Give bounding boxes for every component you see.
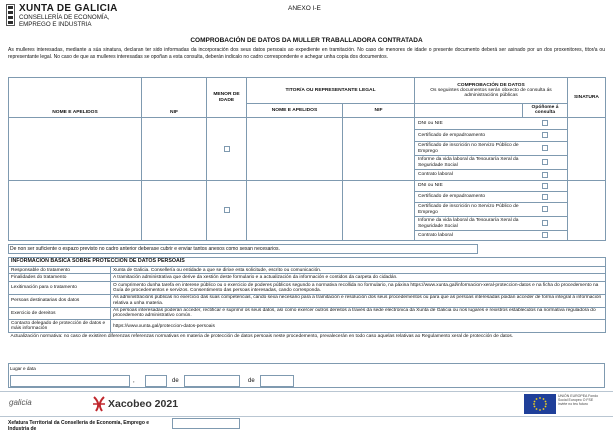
data-protection-table: [8, 257, 606, 340]
minor-checkbox-2[interactable]: [224, 207, 230, 213]
minor-checkbox-1[interactable]: [224, 146, 230, 152]
table-row: [9, 274, 606, 281]
comma-sep: ,: [133, 378, 135, 384]
name-input-2[interactable]: [9, 181, 142, 241]
protection-label: Persoas destinatarias dos datos: [9, 294, 111, 307]
nif-input-2[interactable]: [142, 181, 207, 241]
footer-line-2: Industria de: [8, 426, 37, 432]
col-rep-name: NOME E APELIDOS: [247, 104, 343, 118]
col-check-title: COMPROBACIÓN DE DATOS: [457, 83, 525, 88]
oppose-checkbox[interactable]: [542, 206, 548, 212]
de-sep-1: de: [172, 378, 179, 384]
doc-label: Informe da vida laboral da Tesouraría Xeral da Seguridade Social: [418, 218, 519, 229]
footer-line-1: Xefatura Territorial da Consellería de Economía, Emprego e: [8, 420, 150, 426]
col-sign: SINATURA: [568, 78, 606, 118]
oppose-checkbox[interactable]: [542, 172, 548, 178]
day-input[interactable]: [145, 375, 167, 387]
protection-label: Exercicio de dereitos: [9, 307, 111, 320]
doc-label: DNI ou NIE: [418, 183, 443, 189]
protection-update: Actualización normativa: no caso de existiren diferenzas referenzas normativas en materia de protección de datos persoais neste procedemento, prevalecerán en todo caso aquelas relativas ao Regulamento xeral de protección de datos.: [10, 333, 514, 339]
doc-label: Certificado de inscrición no Servizo Público de Emprego: [418, 143, 519, 154]
col-minor: MENOR DE IDADE: [207, 78, 247, 118]
doc-label: Certificado de empadroamento: [418, 132, 486, 138]
table-row: [9, 267, 606, 274]
doc-label: Informe da vida laboral da Tesouraría Xeral da Seguridade Social: [418, 157, 519, 168]
table-row: [9, 294, 606, 307]
oppose-checkbox[interactable]: [542, 220, 548, 226]
org-name: XUNTA DE GALICIA: [19, 3, 118, 14]
protection-value: As persoas interesadas poderán acceder, rectificar e suprimir os seus datos, así como exercer outros dereitos a través da sede electrónica da Xunta de Galicia ou nos lugares e rexistros establecidos na normativa reguladora do procedemento administrativo común.: [111, 307, 606, 320]
col-rep-nif: NIF: [343, 104, 415, 118]
protection-value: Xunta de Galicia. Consellería ou entidade a que se dirixe esta solicitude, escrito ou comunicación.: [111, 267, 606, 274]
protection-title: INFORMACIÓN BÁSICA SOBRE PROTECCIÓN DE DATOS PERSOAIS: [9, 258, 606, 267]
dept-line-2: EMPREGO E INDUSTRIA: [19, 21, 92, 28]
col-nif: NIF: [142, 78, 207, 118]
col-check: [415, 78, 568, 104]
col-oppose-cell: [415, 104, 568, 118]
doc-label: Contrato laboral: [418, 232, 453, 238]
province-input[interactable]: [172, 418, 240, 429]
xunta-crest-icon: [6, 4, 15, 26]
oppose-checkbox[interactable]: [542, 183, 548, 189]
doc-label: DNI ou NIE: [418, 120, 443, 126]
place-date-label: Lugar e data: [10, 366, 36, 371]
doc-label: Contrato laboral: [418, 172, 453, 178]
dept-line-1: CONSELLERÍA DE ECONOMÍA,: [19, 14, 110, 21]
intro-text: As mulleres interesadas, mediante a súa sinatura, declaran ter sido informadas da incorporación dos seus datos persoais ao expediente en tramitación. No caso de menores de idade o presente documento deberá ser asinado por un dos proxenitores, titor/a ou representante legal. No caso de que as mulleres interesadas se opoñan a esta consulta, deberán indicalo no cadro correspondente e achegar unha copia dos documentos.: [8, 47, 605, 60]
oppose-checkbox[interactable]: [542, 159, 548, 165]
rep-nif-input-2[interactable]: [343, 181, 415, 241]
protection-label: Finalidades do tratamento: [9, 274, 111, 281]
col-name: NOME E APELIDOS: [9, 78, 142, 118]
page-title: COMPROBACIÓN DE DATOS DA MULLER TRABALLADORA CONTRATADA: [190, 37, 423, 44]
xacobeo-mark-icon: [92, 395, 106, 413]
galicia-logo: galicia: [9, 398, 32, 407]
protection-label: Responsable do tratamento: [9, 267, 111, 274]
table-row: [9, 307, 606, 320]
protection-value: A tramitación administrativa que derive da xestión deste formulario e a actualización da información e contidos da carpeta do cidadán.: [111, 274, 606, 281]
data-check-table: [8, 77, 606, 241]
divider: [0, 391, 613, 392]
divider: [0, 416, 613, 417]
doc-label: Certificado de inscrición no Servizo Público de Emprego: [418, 204, 519, 215]
oppose-checkbox[interactable]: [542, 194, 548, 200]
table-row: [9, 281, 606, 294]
xacobeo-logo: Xacobeo 2021: [108, 398, 179, 410]
col-rep: TITOR/A OU REPRESENTANTE LEGAL: [247, 78, 415, 104]
org-block: [19, 3, 118, 28]
doc-label: Certificado de empadroamento: [418, 194, 486, 200]
table-row: [9, 181, 606, 192]
nif-input-1[interactable]: [142, 118, 207, 181]
col-check-sub: Os seguintes documentos serán obxecto de consulta ás administracións públicas: [430, 88, 552, 98]
signature-field-2[interactable]: [568, 181, 606, 241]
note-text: De non ser suficiente o espazo previsto no cadro anterior deberase cubrir e enviar tantos anexos como sexan necesarios.: [10, 246, 280, 252]
annex-label: ANEXO I-E: [288, 5, 321, 12]
rep-name-input-2[interactable]: [247, 181, 343, 241]
protection-link[interactable]: https://www.xunta.gal/proteccion-datos-persoais: [111, 320, 606, 333]
rep-nif-input-1[interactable]: [343, 118, 415, 181]
year-input[interactable]: [260, 375, 294, 387]
protection-value: As administracións públicas no exercicio das súas competencias, cando sexa necesario para a tramitación e resolución dos seus procedementos ou para que as persoas interesadas poidan acceder de forma integral á información relativa a unha materia.: [111, 294, 606, 307]
oppose-checkbox[interactable]: [542, 145, 548, 151]
table-row: [9, 320, 606, 333]
table-row: [9, 118, 606, 130]
place-input[interactable]: [10, 375, 130, 387]
rep-name-input-1[interactable]: [247, 118, 343, 181]
col-oppose: Opóñome á consulta: [522, 104, 567, 117]
protection-value: O cumprimento dunha tarefa en interese público ou o exercicio de poderes públicos segundo a normativa recollida no formulario, na páxina https://www.xunta.gal/informacion-xeral-proteccion-datos e na ficha do procedemento na Guía de procedementos e servizos. Consentimento das persoas interesadas, cando corresponda.: [111, 281, 606, 294]
month-input[interactable]: [184, 375, 240, 387]
oppose-checkbox[interactable]: [542, 120, 548, 126]
signature-field-1[interactable]: [568, 118, 606, 181]
oppose-checkbox[interactable]: [542, 132, 548, 138]
eu-flag-icon: [524, 394, 556, 414]
protection-label: Lexitimación para o tratamento: [9, 281, 111, 294]
de-sep-2: de: [248, 378, 255, 384]
footer-recipient: [8, 420, 149, 432]
eu-caption: UNIÓN EUROPEA Fondo Social Europeo O FSE invirte no teu futuro: [558, 394, 599, 406]
oppose-checkbox[interactable]: [542, 232, 548, 238]
name-input-1[interactable]: [9, 118, 142, 181]
protection-label: Contacto delegado de protección de datos e máis información: [9, 320, 111, 333]
